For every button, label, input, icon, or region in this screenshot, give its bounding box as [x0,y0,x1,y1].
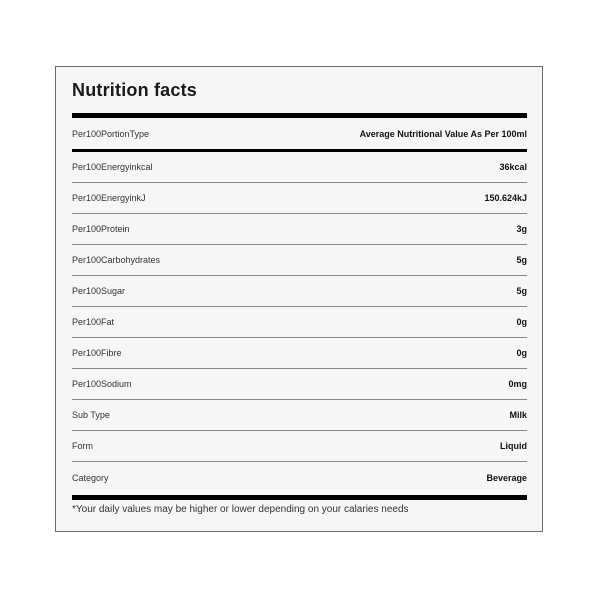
table-row [72,307,527,338]
nutrition-title: Nutrition facts [72,80,198,100]
row-value: Beverage [486,472,527,483]
row-value: Liquid [500,441,527,451]
table-row [72,338,527,369]
table-row [72,276,527,307]
table-row [72,214,527,245]
row-label: Per100Sodium [72,379,132,389]
row-label: Per100EnergyinkJ [72,193,146,203]
row-label: Per100Energyinkcal [72,162,153,172]
row-value: 36kcal [499,162,527,172]
row-label: Per100Sugar [72,286,126,296]
table-row [72,152,527,183]
row-value: 0g [516,317,527,327]
row-value: 3g [516,224,527,234]
table-row [72,400,527,431]
nutrition-table [72,119,527,493]
nutrition-facts-card [55,66,543,532]
top-divider [72,113,527,118]
table-header-row [72,119,527,152]
row-label: Per100Fibre [72,348,122,358]
row-label: Per100Protein [72,224,130,234]
row-label: Category [72,472,109,483]
table-row [72,245,527,276]
row-value: 0mg [508,379,527,389]
row-value: 5g [516,286,527,296]
bottom-divider [72,495,527,500]
row-label: Per100Carbohydrates [72,255,161,265]
row-value: 5g [516,255,527,265]
table-row [72,462,527,493]
row-value: 0g [516,348,527,358]
header-value: Average Nutritional Value As Per 100ml [359,129,527,139]
header-label: Per100PortionType [72,129,150,139]
footnote: *Your daily values may be higher or lower depending on your calaries needs [72,504,409,515]
table-row [72,369,527,400]
row-label: Form [72,441,93,451]
row-value: Milk [509,410,527,420]
table-row [72,183,527,214]
table-row [72,431,527,462]
row-label: Per100Fat [72,317,115,327]
row-value: 150.624kJ [484,193,527,203]
row-label: Sub Type [72,410,110,420]
